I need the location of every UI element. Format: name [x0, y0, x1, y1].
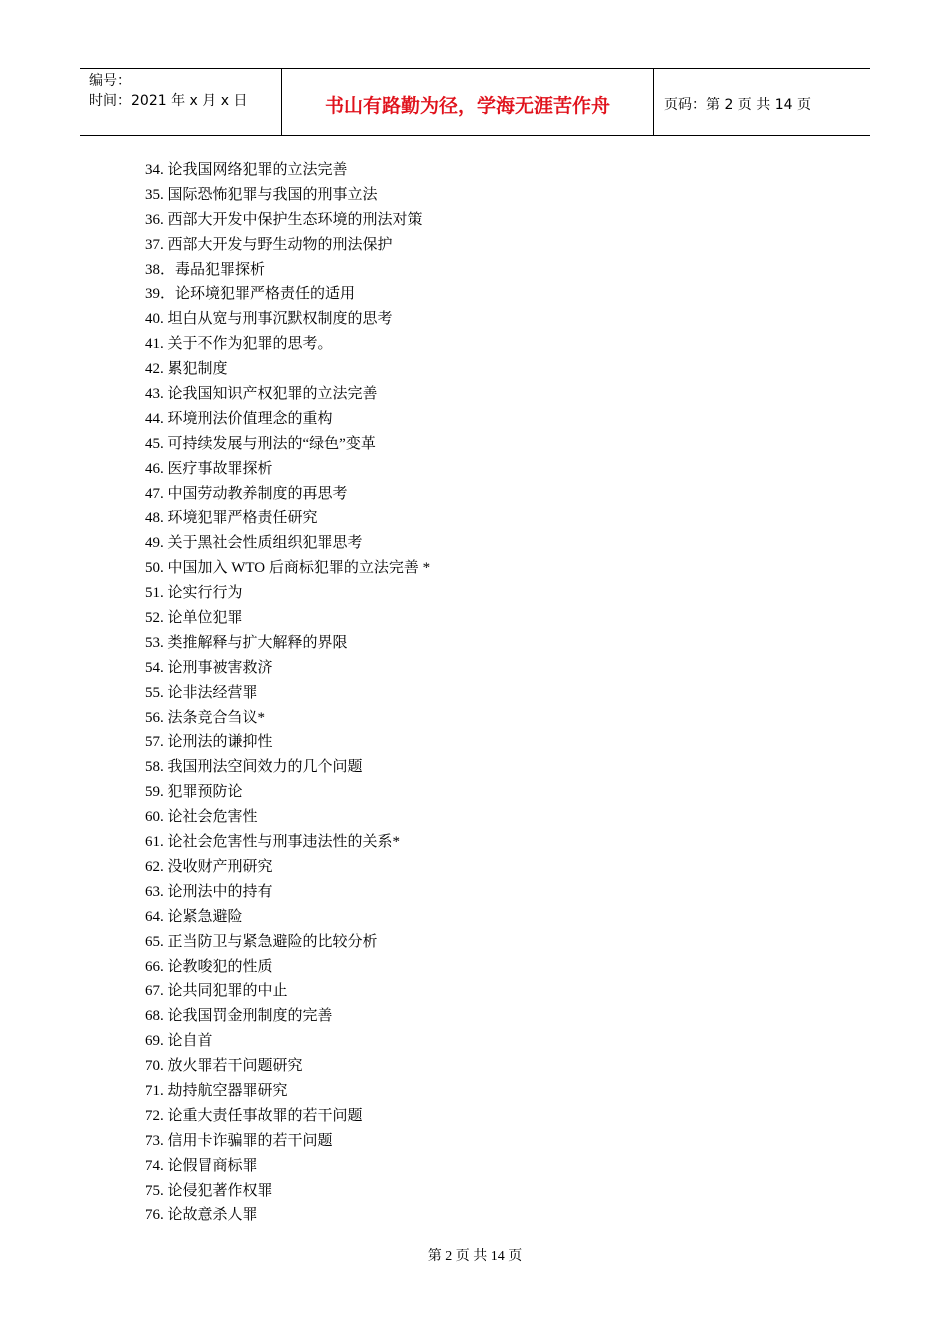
date-label: 时间：2021 年 x 月 x 日: [89, 93, 248, 109]
list-item: 43. 论我国知识产权犯罪的立法完善: [145, 386, 378, 403]
list-item: 61. 论社会危害性与刑事违法性的关系*: [145, 834, 401, 851]
list-item: 34. 论我国网络犯罪的立法完善: [145, 162, 348, 178]
list-item: 66. 论教唆犯的性质: [145, 958, 273, 975]
list-item: 58. 我国刑法空间效力的几个问题: [145, 759, 363, 776]
list-item: 62. 没收财产刑研究: [145, 858, 273, 875]
list-item: 74. 论假冒商标罪: [145, 1157, 258, 1174]
list-item: 72. 论重大责任事故罪的若干问题: [145, 1107, 363, 1124]
list-item: 73. 信用卡诈骗罪的若干问题: [145, 1132, 333, 1149]
document-header: [80, 68, 870, 136]
list-item: 50. 中国加入 WTO 后商标犯罪的立法完善 *: [145, 560, 431, 577]
list-item: 48. 环境犯罪严格责任研究: [145, 510, 318, 527]
list-item: 60. 论社会危害性: [145, 809, 258, 826]
list-item: 70. 放火罪若干问题研究: [145, 1058, 303, 1075]
list-item: 40. 坦白从宽与刑事沉默权制度的思考: [145, 311, 393, 328]
list-item: 49. 关于黑社会性质组织犯罪思考: [145, 535, 363, 552]
topic-list: [145, 158, 430, 1228]
list-item: 36. 西部大开发中保护生态环境的刑法对策: [145, 211, 423, 228]
list-item: 65. 正当防卫与紧急避险的比较分析: [145, 933, 378, 950]
list-item: 57. 论刑法的谦抑性: [145, 734, 273, 751]
list-item: 56. 法条竞合刍议*: [145, 709, 266, 726]
header-motto: 书山有路勤为径，学海无涯苦作舟: [282, 69, 654, 135]
list-item: 35. 国际恐怖犯罪与我国的刑事立法: [145, 186, 378, 203]
list-item: 37. 西部大开发与野生动物的刑法保护: [145, 236, 393, 253]
list-item: 55. 论非法经营罪: [145, 684, 258, 701]
list-item: 59. 犯罪预防论: [145, 784, 243, 801]
header-meta: [80, 69, 282, 135]
list-item: 41. 关于不作为犯罪的思考。: [145, 336, 333, 353]
list-item: 63. 论刑法中的持有: [145, 883, 273, 900]
list-item: 64. 论紧急避险: [145, 908, 243, 925]
list-item: 44. 环境刑法价值理念的重构: [145, 410, 333, 427]
list-item: 69. 论自首: [145, 1033, 213, 1050]
list-item: 76. 论故意杀人罪: [145, 1207, 258, 1224]
list-item: 53. 类推解释与扩大解释的界限: [145, 634, 348, 651]
list-item: 45. 可持续发展与刑法的“绿色”变革: [145, 435, 376, 452]
serial-number-label: 编号：: [89, 73, 131, 89]
list-item: 52. 论单位犯罪: [145, 610, 243, 627]
list-item: 51. 论实行行为: [145, 585, 243, 602]
list-item: 38．毒品犯罪探析: [145, 261, 266, 278]
list-item: 46. 医疗事故罪探析: [145, 460, 273, 477]
list-item: 39．论环境犯罪严格责任的适用: [145, 286, 356, 303]
list-item: 67. 论共同犯罪的中止: [145, 983, 288, 1000]
list-item: 68. 论我国罚金刑制度的完善: [145, 1008, 333, 1025]
header-page-info: 页码：第 2 页 共 14 页: [664, 97, 811, 113]
list-item: 54. 论刑事被害救济: [145, 659, 273, 676]
list-item: 75. 论侵犯著作权罪: [145, 1182, 273, 1199]
list-item: 42. 累犯制度: [145, 361, 228, 378]
list-item: 47. 中国劳动教养制度的再思考: [145, 485, 348, 502]
list-item: 71. 劫持航空器罪研究: [145, 1082, 288, 1099]
page-footer: 第 2 页 共 14 页: [427, 1249, 523, 1264]
